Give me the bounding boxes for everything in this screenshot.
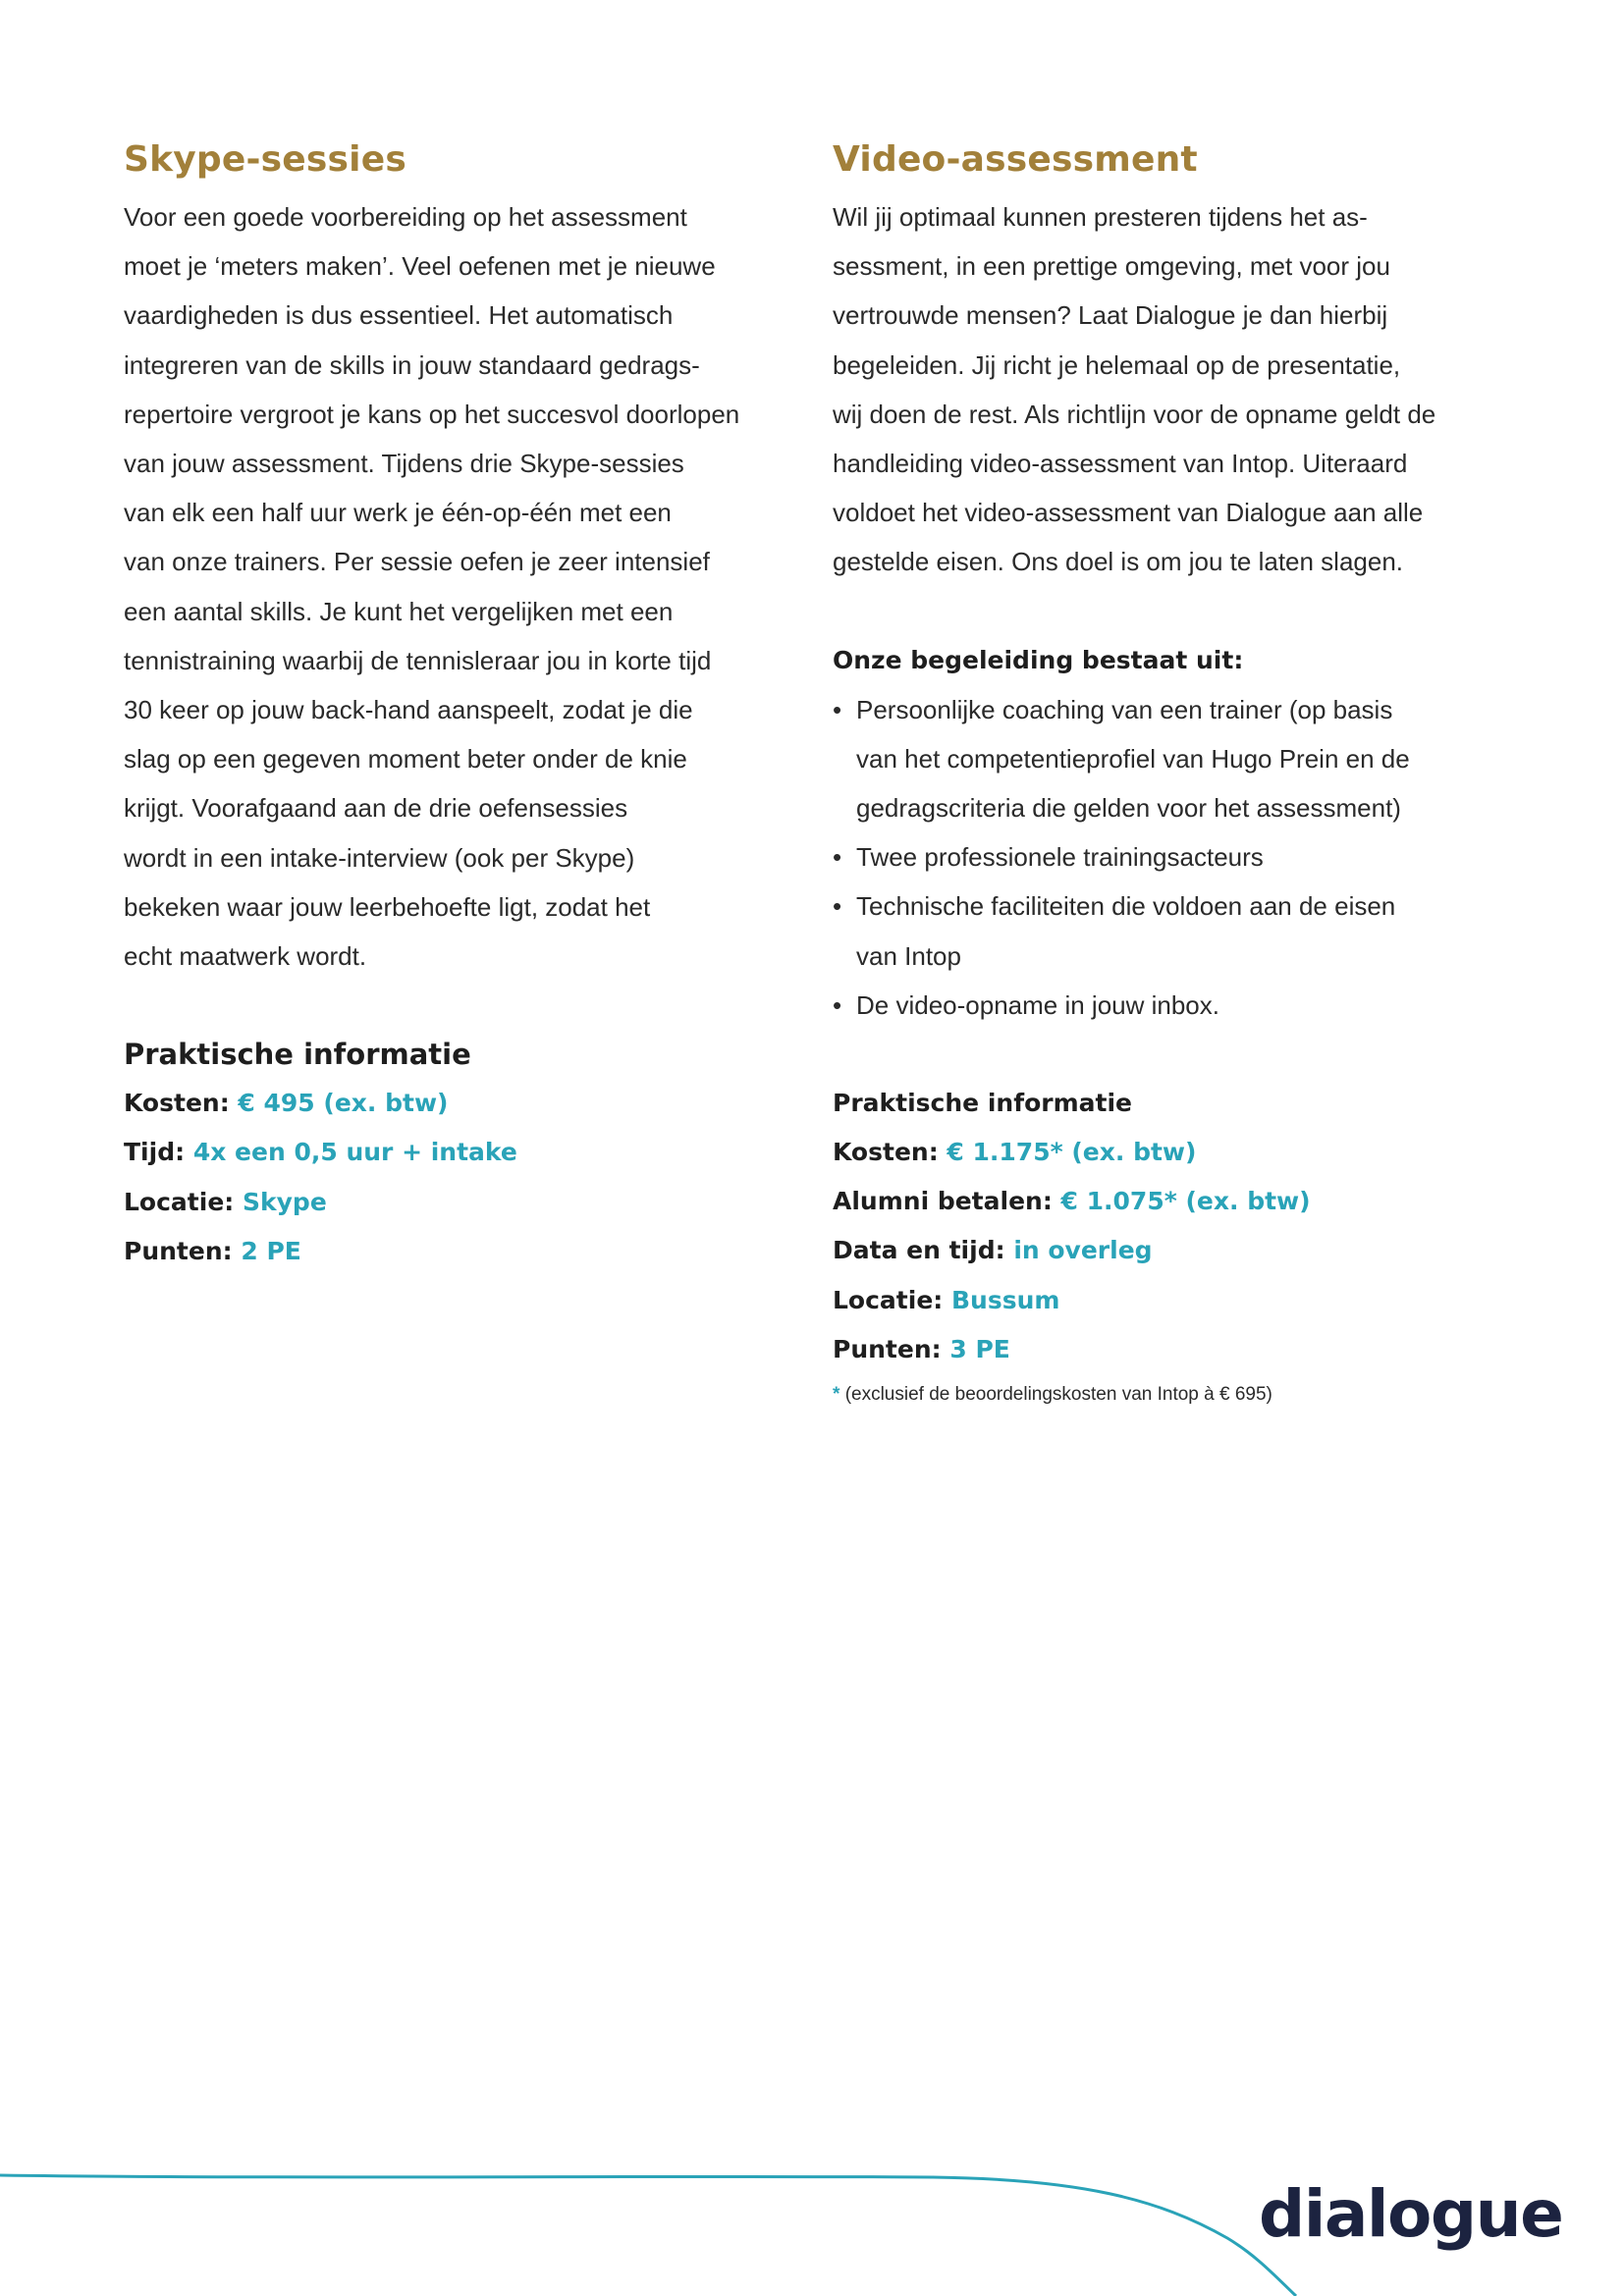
info-label: Locatie: (833, 1285, 944, 1314)
list-item-line: van het competentieprofiel van Hugo Prein en de (856, 743, 1410, 774)
bullet-icon: • (833, 989, 842, 1020)
skype-section (124, 137, 811, 1276)
video-assessment-paragraph (833, 192, 1520, 587)
list-item-line: Technische faciliteiten die voldoen aan de eisen (856, 891, 1396, 922)
video-assessment-heading: Video-assessment (833, 139, 1198, 180)
paragraph-line: 30 keer op jouw back-hand aanspeelt, zodat je die (124, 695, 693, 725)
guidance-list (833, 685, 1520, 1030)
paragraph-line: van jouw assessment. Tijdens drie Skype-sessies (124, 449, 684, 479)
info-row-locatie (124, 1178, 811, 1227)
list-item-line: van Intop (856, 940, 961, 971)
paragraph-line: van elk een half uur werk je één-op-één met een (124, 498, 672, 528)
info-value: € 495 (ex. btw) (238, 1089, 449, 1118)
info-row-data-tijd (833, 1226, 1520, 1275)
bullet-icon: • (833, 694, 842, 724)
paragraph-line: voldoet het video-assessment van Dialogue aan alle (833, 498, 1424, 528)
bullet-icon: • (833, 842, 842, 873)
skype-paragraph (124, 192, 811, 981)
info-label: Locatie: (124, 1187, 235, 1216)
dialogue-logo: dialogue (1259, 2176, 1563, 2252)
paragraph-line: Wil jij optimaal kunnen presteren tijdens het as- (833, 202, 1368, 232)
paragraph-line: gestelde eisen. Ons doel is om jou te laten slagen. (833, 547, 1404, 577)
info-label: Punten: (833, 1334, 942, 1363)
paragraph-line: repertoire vergroot je kans op het succesvol doorlopen (124, 399, 740, 429)
skype-practical-info (124, 1079, 811, 1276)
list-item-line: Twee professionele trainingsacteurs (856, 842, 1264, 873)
paragraph-line: wordt in een intake-interview (ook per Skype) (124, 842, 635, 873)
guidance-heading: Onze begeleiding bestaat uit: (833, 645, 1244, 674)
footnote-star: * (833, 1384, 840, 1406)
paragraph-line: van onze trainers. Per sessie oefen je zeer intensief (124, 547, 710, 577)
info-value: 4x een 0,5 uur + intake (192, 1138, 517, 1167)
paragraph-line: tennistraining waarbij de tennisleraar jou in korte tijd (124, 645, 712, 675)
info-label: Punten: (124, 1236, 233, 1265)
paragraph-line: vertrouwde mensen? Laat Dialogue je dan hierbij (833, 300, 1388, 331)
info-label: Data en tijd: (833, 1236, 1005, 1265)
info-label: Alumni betalen: (833, 1187, 1053, 1216)
paragraph-line: Voor een goede voorbereiding op het assessment (124, 202, 687, 232)
info-row-punten (124, 1227, 811, 1276)
paragraph-line: bekeken waar jouw leerbehoefte ligt, zodat het (124, 891, 651, 922)
paragraph-line: integreren van de skills in jouw standaard gedrags- (124, 349, 700, 380)
paragraph-line: moet je ‘meters maken’. Veel oefenen met je nieuwe (124, 251, 716, 282)
info-value: € 1.175* (ex. btw) (947, 1138, 1197, 1167)
info-value: 3 PE (949, 1334, 1010, 1363)
skype-practical-heading: Praktische informatie (124, 1038, 471, 1072)
paragraph-line: begeleiden. Jij richt je helemaal op de presentatie, (833, 349, 1401, 380)
bullet-icon: • (833, 891, 842, 922)
video-assessment-section (833, 137, 1520, 1410)
footnote-text: (exclusief de beoordelingskosten van Intop à € 695) (844, 1384, 1272, 1406)
list-item-line: De video-opname in jouw inbox. (856, 989, 1219, 1020)
info-value: in overleg (1013, 1236, 1153, 1265)
video-practical-info (833, 1128, 1520, 1374)
info-label: Tijd: (124, 1138, 186, 1167)
info-row-locatie (833, 1276, 1520, 1325)
list-item (833, 881, 1520, 980)
list-item-line: gedragscriteria die gelden voor het assessment) (856, 793, 1401, 824)
info-value: 2 PE (241, 1236, 301, 1265)
info-label: Kosten: (833, 1138, 939, 1167)
info-row-tijd (124, 1128, 811, 1177)
paragraph-line: een aantal skills. Je kunt het vergelijken met een (124, 596, 674, 626)
list-item (833, 981, 1520, 1030)
info-row-alumni (833, 1177, 1520, 1226)
list-item (833, 832, 1520, 881)
info-value: Skype (243, 1187, 327, 1216)
list-item (833, 685, 1520, 833)
paragraph-line: slag op een gegeven moment beter onder de knie (124, 744, 687, 774)
paragraph-line: handleiding video-assessment van Intop. Uiteraard (833, 449, 1408, 479)
paragraph-line: echt maatwerk wordt. (124, 941, 367, 972)
info-row-punten (833, 1325, 1520, 1374)
footnote (833, 1380, 1520, 1410)
paragraph-line: krijgt. Voorafgaand aan de drie oefensessies (124, 793, 628, 824)
info-row-kosten (833, 1128, 1520, 1177)
paragraph-line: vaardigheden is dus essentieel. Het automatisch (124, 300, 674, 331)
info-value: Bussum (951, 1285, 1060, 1314)
paragraph-line: sessment, in een prettige omgeving, met voor jou (833, 251, 1390, 282)
info-row-kosten (124, 1079, 811, 1128)
skype-heading: Skype-sessies (124, 139, 406, 180)
info-value: € 1.075* (ex. btw) (1060, 1187, 1311, 1216)
list-item-line: Persoonlijke coaching van een trainer (op basis (856, 694, 1393, 724)
paragraph-line: wij doen de rest. Als richtlijn voor de opname geldt de (833, 399, 1436, 429)
info-label: Kosten: (124, 1089, 230, 1118)
video-practical-heading: Praktische informatie (833, 1089, 1132, 1118)
